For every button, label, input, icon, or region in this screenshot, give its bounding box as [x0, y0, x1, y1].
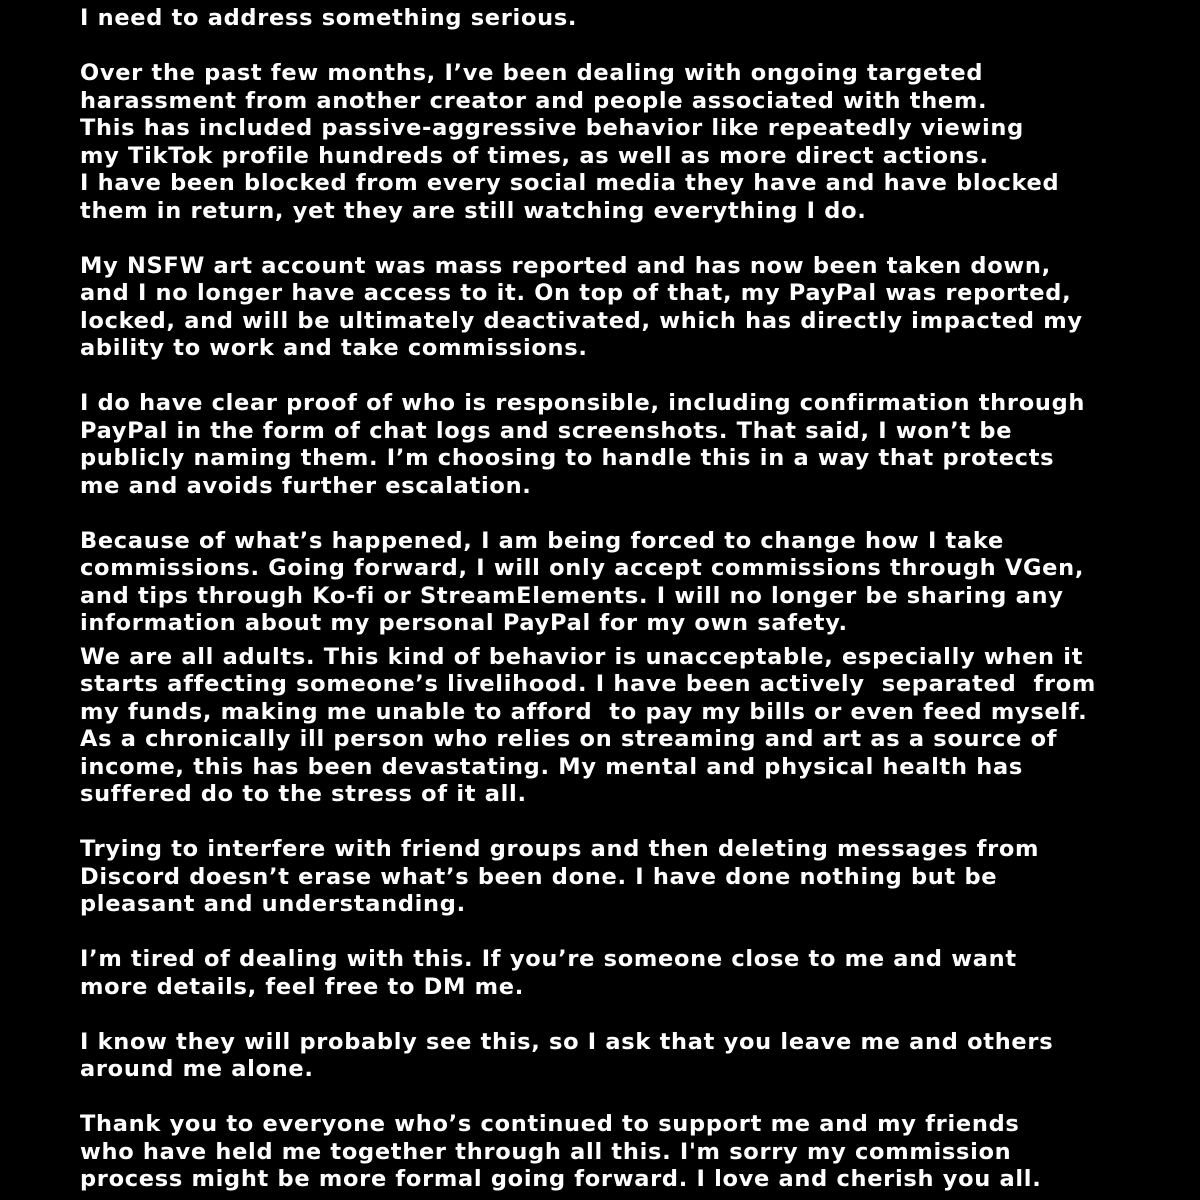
- statement-line: I do have clear proof of who is responsible, including confirmation through: [80, 390, 1086, 416]
- statement-paragraph: [80, 253, 1190, 363]
- statement-line: We are all adults. This kind of behavior is unacceptable, especially when it: [80, 643, 1084, 670]
- paragraph-spacer: [80, 225, 1190, 253]
- statement-paragraph: [80, 5, 1190, 33]
- statement-line: locked, and will be ultimately deactivated, which has directly impacted my: [80, 307, 1083, 334]
- statement-line: My NSFW art account was mass reported and has now been taken down,: [80, 252, 1051, 279]
- statement-line: I need to address something serious.: [80, 5, 578, 31]
- statement-line: Because of what’s happened, I am being forced to change how I take: [80, 527, 1004, 554]
- statement-line: harassment from another creator and people associated with them.: [80, 87, 988, 114]
- statement-line: process might be more formal going forward. I love and cherish you all.: [80, 1166, 1042, 1192]
- statement-line: starts affecting someone’s livelihood. I have been actively separated from: [80, 671, 1097, 697]
- paragraph-spacer: [80, 363, 1190, 391]
- statement-paragraph: [80, 644, 1190, 809]
- statement-paragraph: [80, 528, 1190, 638]
- statement-line: I’m tired of dealing with this. If you’re someone close to me and want: [80, 946, 1017, 972]
- statement-paragraph: [80, 946, 1190, 1001]
- statement-line: them in return, yet they are still watching everything I do.: [80, 197, 867, 224]
- statement-line: As a chronically ill person who relies on streaming and art as a source of: [80, 726, 1058, 752]
- statement-paragraph: [80, 1029, 1190, 1084]
- statement-line: more details, feel free to DM me.: [80, 973, 524, 1000]
- statement-paragraph: [80, 1111, 1190, 1194]
- statement-line: my TikTok profile hundreds of times, as well as more direct actions.: [80, 142, 989, 169]
- statement-paragraph: [80, 390, 1190, 500]
- statement-line: and tips through Ko-fi or StreamElements. I will no longer be sharing any: [80, 582, 1064, 609]
- statement-paragraph: [80, 60, 1190, 225]
- statement-line: I know they will probably see this, so I ask that you leave me and others: [80, 1028, 1054, 1055]
- paragraph-spacer: [80, 500, 1190, 528]
- statement-line: who have held me together through all this. I'm sorry my commission: [80, 1138, 1012, 1165]
- paragraph-spacer: [80, 1084, 1190, 1112]
- statement-line: This has included passive-aggressive behavior like repeatedly viewing: [80, 115, 1024, 141]
- statement-text: [80, 5, 1190, 1194]
- statement-line: commissions. Going forward, I will only accept commissions through VGen,: [80, 555, 1085, 581]
- statement-line: and I no longer have access to it. On top of that, my PayPal was reported,: [80, 280, 1072, 306]
- statement-line: publicly naming them. I’m choosing to handle this in a way that protects: [80, 445, 1055, 471]
- paragraph-spacer: [80, 919, 1190, 947]
- statement-line: around me alone.: [80, 1056, 314, 1082]
- statement-line: I have been blocked from every social media they have and have blocked: [80, 170, 1060, 196]
- paragraph-spacer: [80, 33, 1190, 61]
- statement-line: Discord doesn’t erase what’s been done. I have done nothing but be: [80, 863, 998, 890]
- statement-line: ability to work and take commissions.: [80, 335, 588, 361]
- statement-line: suffered do to the stress of it all.: [80, 781, 527, 807]
- statement-line: Thank you to everyone who’s continued to support me and my friends: [80, 1111, 1020, 1137]
- statement-paragraph: [80, 836, 1190, 919]
- statement-line: income, this has been devastating. My mental and physical health has: [80, 753, 1023, 780]
- statement-line: PayPal in the form of chat logs and screenshots. That said, I won’t be: [80, 417, 1013, 444]
- statement-line: pleasant and understanding.: [80, 891, 466, 917]
- statement-line: information about my personal PayPal for my own safety.: [80, 610, 848, 636]
- statement-line: Over the past few months, I’ve been dealing with ongoing targeted: [80, 60, 984, 86]
- paragraph-spacer: [80, 809, 1190, 837]
- statement-line: me and avoids further escalation.: [80, 472, 532, 499]
- statement-line: my funds, making me unable to afford to pay my bills or even feed myself.: [80, 698, 1088, 725]
- statement-line: Trying to interfere with friend groups and then deleting messages from: [80, 836, 1040, 862]
- paragraph-spacer: [80, 1001, 1190, 1029]
